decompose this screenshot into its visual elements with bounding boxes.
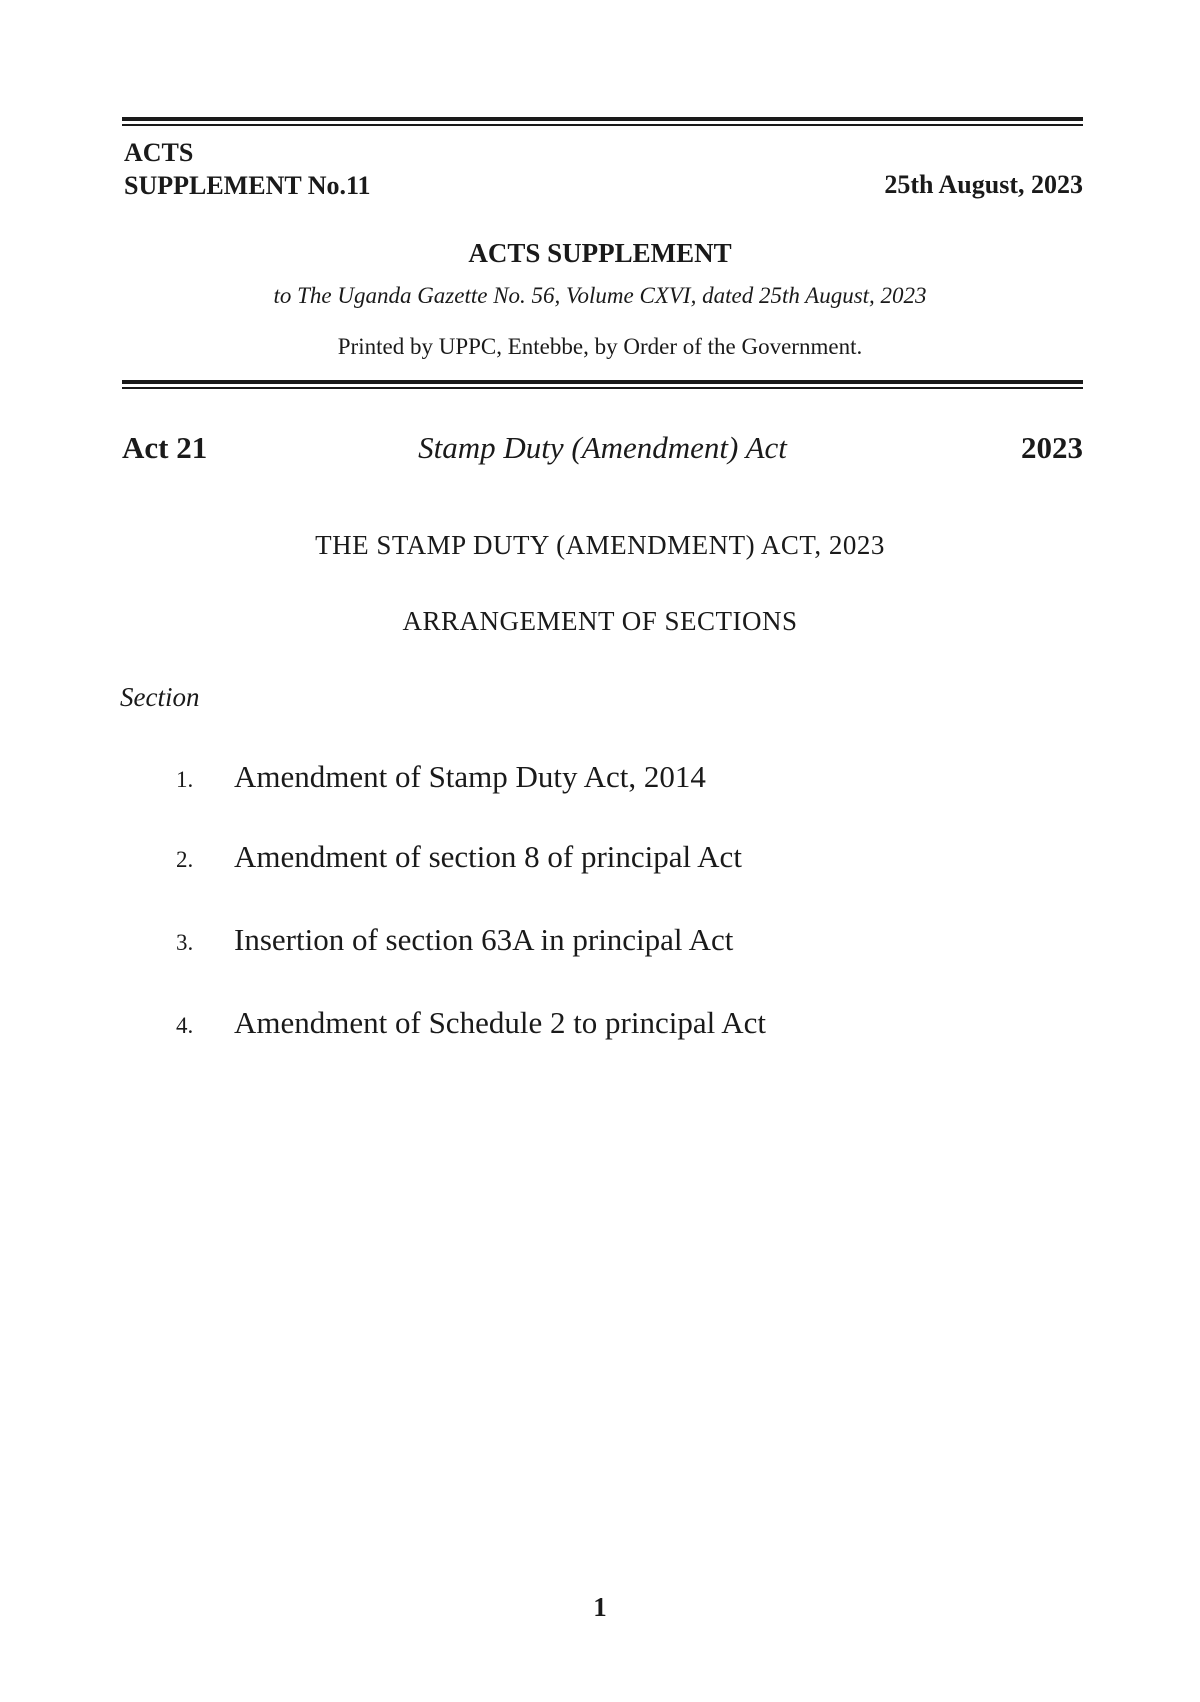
list-item	[0, 839, 1200, 879]
middle-double-rule	[122, 380, 1083, 389]
header-line-supplement-no: SUPPLEMENT No.11	[124, 171, 371, 200]
act-number: Act 21	[122, 430, 208, 465]
header-line-acts: ACTS	[124, 138, 194, 167]
arrangement-heading: ARRANGEMENT OF SECTIONS	[402, 606, 798, 636]
section-number: 2.	[176, 847, 194, 872]
section-column-label: Section	[120, 682, 200, 712]
act-title: Stamp Duty (Amendment) Act	[418, 430, 787, 465]
section-number: 3.	[176, 930, 194, 955]
section-title: Amendment of Schedule 2 to principal Act	[234, 1005, 767, 1040]
section-title: Amendment of section 8 of principal Act	[234, 839, 742, 874]
printer-notice: Printed by UPPC, Entebbe, by Order of the Government.	[337, 334, 863, 359]
supplement-header	[124, 136, 371, 202]
list-item	[0, 1005, 1200, 1045]
supplement-subtitle: to The Uganda Gazette No. 56, Volume CXVI, dated 25th August, 2023	[273, 283, 927, 308]
header-date: 25th August, 2023	[884, 170, 1083, 199]
section-number: 1.	[176, 767, 194, 792]
act-heading: THE STAMP DUTY (AMENDMENT) ACT, 2023	[315, 530, 885, 560]
section-number: 4.	[176, 1013, 194, 1038]
act-year: 2023	[1021, 430, 1083, 465]
supplement-title: ACTS SUPPLEMENT	[468, 238, 732, 268]
page-number: 1	[593, 1592, 607, 1622]
act-running-header	[122, 430, 1083, 470]
list-item	[0, 922, 1200, 962]
top-double-rule	[122, 117, 1083, 126]
section-title: Insertion of section 63A in principal Act	[234, 922, 734, 957]
list-item	[0, 759, 1200, 799]
section-title: Amendment of Stamp Duty Act, 2014	[234, 759, 706, 794]
